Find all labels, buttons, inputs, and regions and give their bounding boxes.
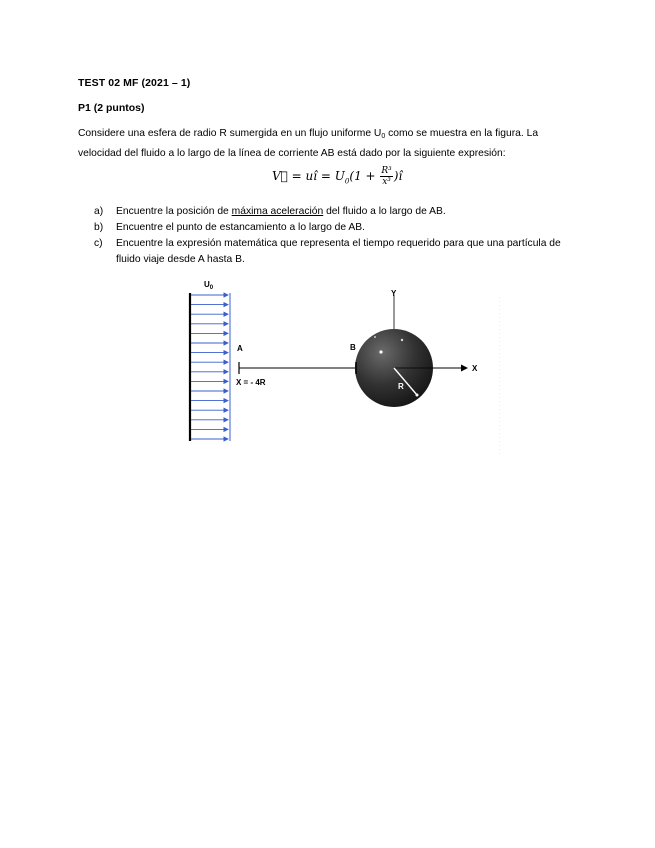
sphere-highlight [401,339,403,341]
question-text: Encuentre la expresión matemática que representa el tiempo requerido para que una partícula de fluido viaje desde A hasta B. [116,238,561,265]
statement-part2: como se muestra en la figura. La velocidad del fluido a lo largo de la línea de corriente AB está dado por la siguiente expresión: [78,128,539,159]
problem-statement [78,125,578,162]
point-b-label: B [350,343,356,352]
statement-subscript: 0 [381,133,386,140]
problem-heading: P1 (2 puntos) [78,102,145,114]
question-b [94,220,584,236]
y-axis-label: Y [391,289,397,298]
radius-end [416,394,419,397]
formula-subscript: 0 [344,177,350,186]
radius-label: R [398,382,404,391]
point-a-label: A [237,344,243,353]
formula-lhs: V⃗ = uî = U [272,169,345,183]
statement-part1: Considere una esfera de radio R sumergida en un flujo uniforme U [78,128,382,139]
formula-close: )î [393,169,403,183]
flow-label: $U_0$ [204,280,214,291]
sphere-highlight [374,336,376,338]
flow-figure [170,275,500,460]
question-text-end: del fluido a lo largo de AB. [323,206,446,217]
question-c [94,236,584,268]
question-label: a) [94,206,104,217]
question-label: b) [94,222,104,233]
velocity-formula [272,166,402,187]
question-underlined: máxima aceleración [231,206,324,217]
x-axis-label: X [472,364,478,373]
question-a [94,204,584,220]
formula-open: (1 + [349,169,380,183]
formula-denominator: x³ [382,177,391,187]
formula-numerator: R³ [381,166,392,176]
test-title: TEST 02 MF (2021 – 1) [78,77,191,89]
question-list [94,204,584,268]
sphere-highlight [379,350,382,353]
position-a-label: X = - 4R [236,378,266,387]
flow-arrows [191,295,228,439]
question-text: Encuentre la posición de [116,206,232,217]
question-text: Encuentre el punto de estancamiento a lo largo de AB. [116,222,366,233]
question-label: c) [94,238,103,249]
formula-fraction [380,166,392,187]
